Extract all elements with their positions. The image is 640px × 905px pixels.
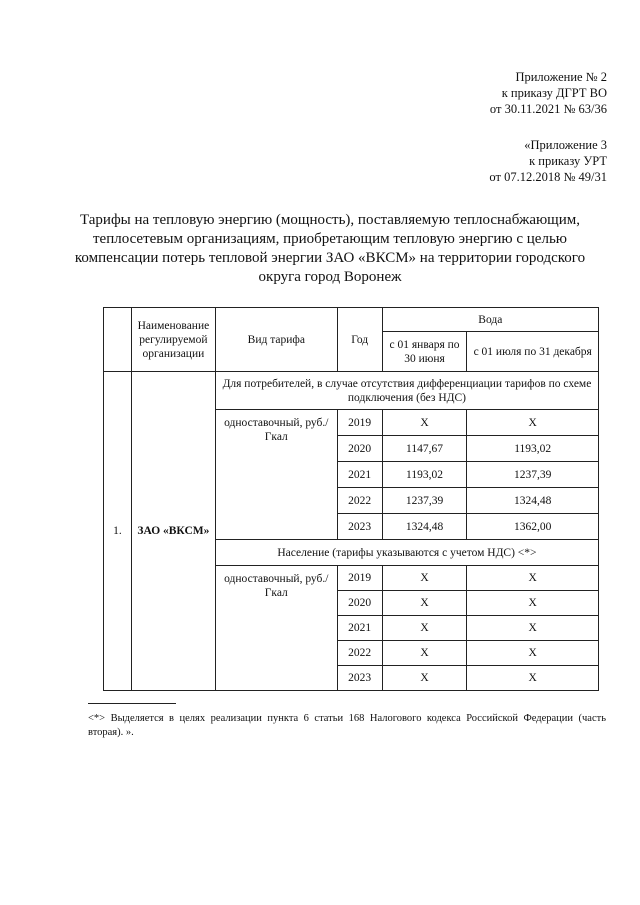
value-cell: 1362,00 xyxy=(467,514,599,540)
year-cell: 2022 xyxy=(337,488,382,514)
section-1-tariff-type: одноставочный, руб./Гкал xyxy=(215,410,337,540)
value-cell: Х xyxy=(382,591,467,616)
footnote: <*> Выделяется в целях реализации пункта 6 статьи 168 Налогового кодекса Российской Федерации (часть вторая). ». xyxy=(88,713,606,738)
year-cell: 2023 xyxy=(337,514,382,540)
value-cell: 1193,02 xyxy=(382,462,467,488)
header-period-1: с 01 января по 30 июня xyxy=(382,332,467,372)
tariff-table xyxy=(103,307,599,691)
appendix-3-line-2: к приказу УРТ xyxy=(529,154,607,168)
value-cell: Х xyxy=(382,666,467,691)
table-header-row xyxy=(104,308,599,332)
header-water: Вода xyxy=(382,308,598,332)
appendix-2-line-1: Приложение № 2 xyxy=(515,70,607,84)
value-cell: Х xyxy=(382,410,467,436)
row-number: 1. xyxy=(104,372,132,691)
value-cell: 1237,39 xyxy=(467,462,599,488)
value-cell: Х xyxy=(467,616,599,641)
value-cell: 1324,48 xyxy=(467,488,599,514)
appendix-2-line-2: к приказу ДГРТ ВО xyxy=(501,86,607,100)
header-year: Год xyxy=(337,308,382,372)
value-cell: Х xyxy=(467,641,599,666)
year-cell: 2020 xyxy=(337,591,382,616)
appendix-2-header xyxy=(490,69,607,117)
value-cell: 1237,39 xyxy=(382,488,467,514)
year-cell: 2021 xyxy=(337,616,382,641)
section-1-title: Для потребителей, в случае отсутствия дифференциации тарифов по схеме подключения (без НДС) xyxy=(215,372,598,410)
organization-name: ЗАО «ВКСМ» xyxy=(131,372,215,691)
year-cell: 2019 xyxy=(337,566,382,591)
value-cell: Х xyxy=(467,410,599,436)
value-cell: Х xyxy=(382,616,467,641)
header-number-cell xyxy=(104,308,132,372)
section-2-title: Население (тарифы указываются с учетом НДС) <*> xyxy=(215,540,598,566)
year-cell: 2020 xyxy=(337,436,382,462)
header-organization: Наименование регулируемой организации xyxy=(131,308,215,372)
year-cell: 2019 xyxy=(337,410,382,436)
year-cell: 2023 xyxy=(337,666,382,691)
value-cell: 1147,67 xyxy=(382,436,467,462)
value-cell: Х xyxy=(382,641,467,666)
header-tariff-type: Вид тарифа xyxy=(215,308,337,372)
footnote-divider xyxy=(88,703,176,704)
value-cell: Х xyxy=(467,591,599,616)
appendix-3-line-3: от 07.12.2018 № 49/31 xyxy=(489,170,607,184)
value-cell: 1193,02 xyxy=(467,436,599,462)
section-title-row xyxy=(104,372,599,410)
value-cell: Х xyxy=(467,666,599,691)
value-cell: 1324,48 xyxy=(382,514,467,540)
section-2-tariff-type: одноставочный, руб./Гкал xyxy=(215,566,337,691)
appendix-3-line-1: «Приложение 3 xyxy=(524,138,607,152)
year-cell: 2022 xyxy=(337,641,382,666)
value-cell: Х xyxy=(467,566,599,591)
header-period-2: с 01 июля по 31 декабря xyxy=(467,332,599,372)
appendix-2-line-3: от 30.11.2021 № 63/36 xyxy=(489,102,607,116)
year-cell: 2021 xyxy=(337,462,382,488)
document-title: Тарифы на тепловую энергию (мощность), поставляемую теплоснабжающим, теплосетевым организациям, приобретающим тепловую энергию с целью компенсации потерь тепловой энергии ЗАО «ВКСМ» на территории городского округа город Воронеж xyxy=(74,212,586,285)
appendix-3-header xyxy=(489,137,607,185)
value-cell: Х xyxy=(382,566,467,591)
